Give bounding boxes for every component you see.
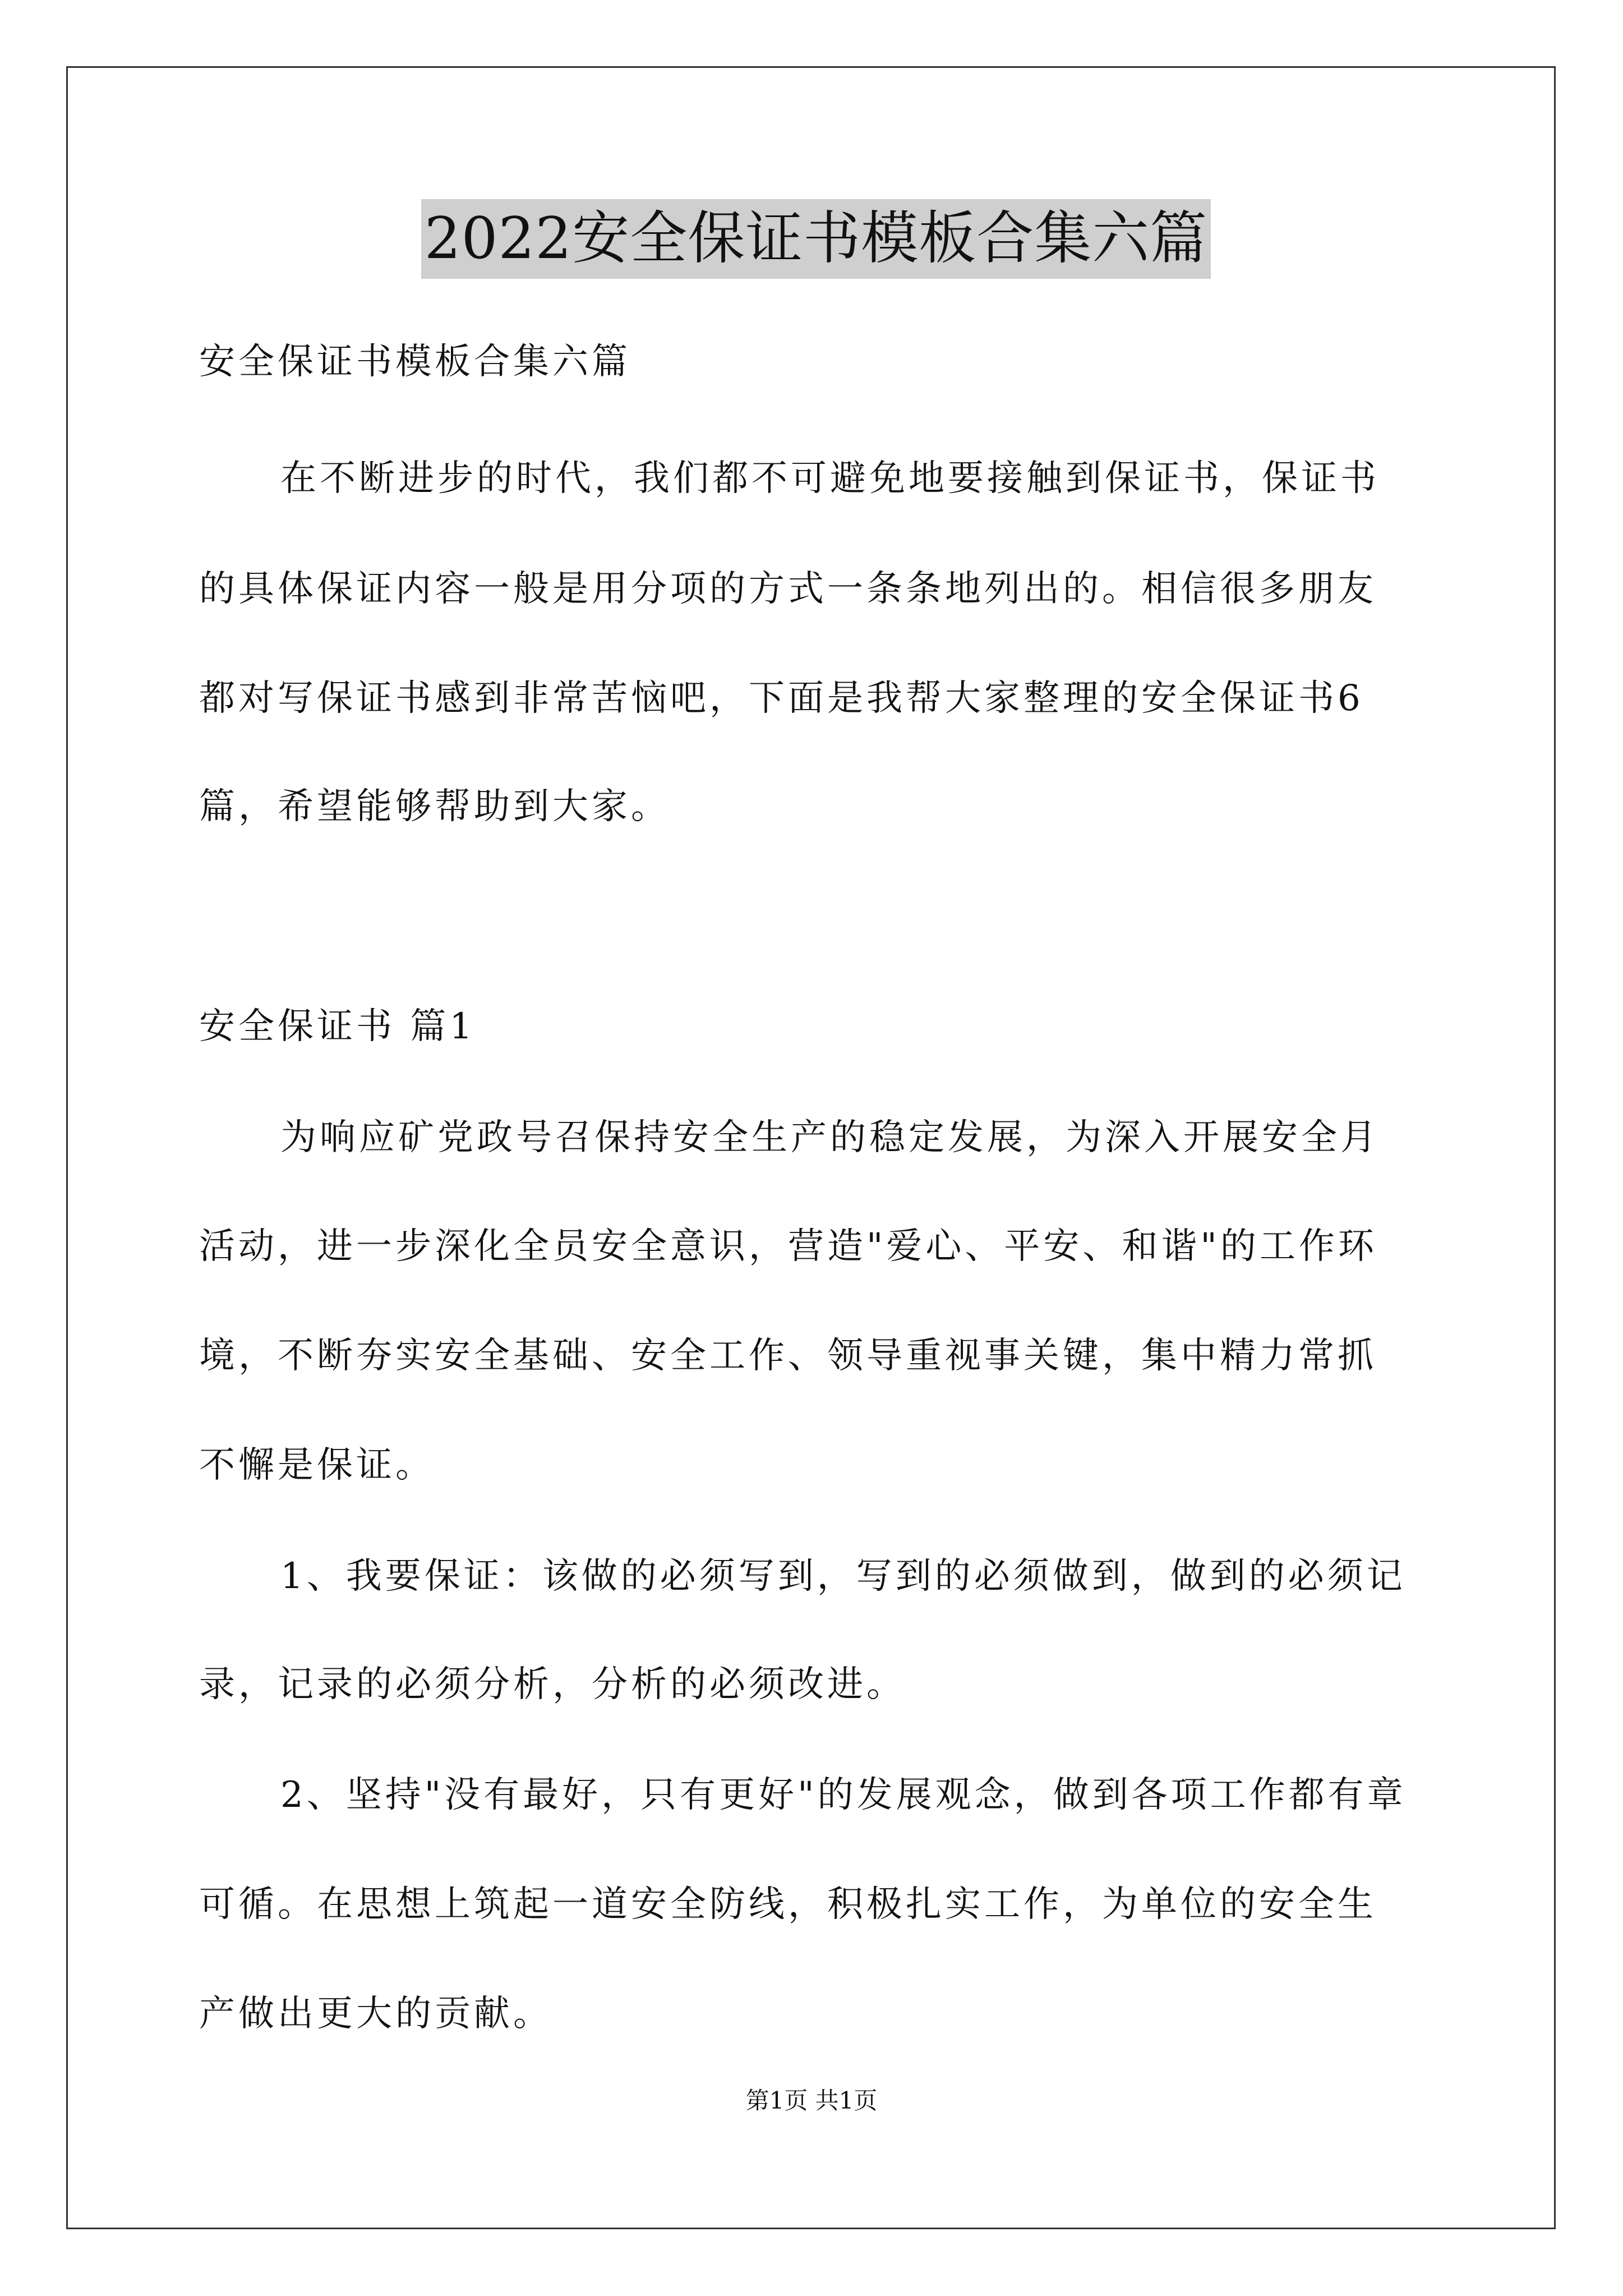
intro-line: 篇，希望能够帮助到大家。 xyxy=(199,786,670,827)
section-heading: 安全保证书 篇1 xyxy=(199,1006,476,1047)
paragraph-line: 2、坚持"没有最好，只有更好"的发展观念，做到各项工作都有章 xyxy=(280,1774,1407,1816)
paragraph-line: 为响应矿党政号召保持安全生产的稳定发展，为深入开展安全月 xyxy=(280,1117,1380,1158)
paragraph-line: 活动，进一步深化全员安全意识，营造"爱心、平安、和谐"的工作环 xyxy=(199,1226,1377,1267)
paragraph-line: 录，记录的必须分析，分析的必须改进。 xyxy=(199,1664,906,1705)
paragraph-line: 可循。在思想上筑起一道安全防线，积极扎实工作，为单位的安全生 xyxy=(199,1884,1377,1925)
paragraph-line: 1、我要保证：该做的必须写到，写到的必须做到，做到的必须记 xyxy=(280,1556,1406,1597)
document-body xyxy=(199,0,1433,2296)
paragraph-line: 不懈是保证。 xyxy=(199,1444,435,1486)
paragraph-line: 产做出更大的贡献。 xyxy=(199,1993,552,2035)
title-container xyxy=(199,199,1433,279)
document-subtitle: 安全保证书模板合集六篇 xyxy=(199,341,631,383)
intro-line: 都对写保证书感到非常苦恼吧，下面是我帮大家整理的安全保证书6 xyxy=(199,678,1364,719)
intro-line: 在不断进步的时代，我们都不可避免地要接触到保证书，保证书 xyxy=(280,458,1380,499)
page-footer: 第1页 共1页 xyxy=(745,2087,878,2114)
paragraph-line: 境，不断夯实安全基础、安全工作、领导重视事关键，集中精力常抓 xyxy=(199,1335,1377,1377)
intro-line: 的具体保证内容一般是用分项的方式一条条地列出的。相信很多朋友 xyxy=(199,568,1377,610)
document-title: 2022安全保证书模板合集六篇 xyxy=(421,199,1211,279)
